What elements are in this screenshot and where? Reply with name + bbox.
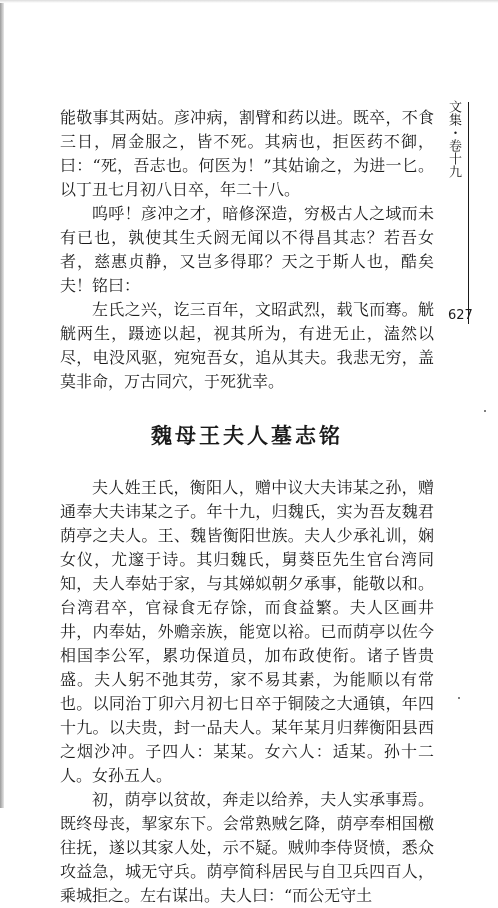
page-top-shadow bbox=[0, 0, 498, 3]
page-left-edge-shadow bbox=[0, 0, 4, 808]
paragraph-lament: 呜呼！彦冲之才，暗修深造，穷极古人之域而未有已也，孰使其生夭阏无闻以不得昌其志？若吾女者，慈惠贞静，又岂多得耶？天之于斯人也，酷矣夫！铭曰： bbox=[60, 204, 434, 295]
scan-speck bbox=[484, 410, 486, 412]
scan-speck bbox=[458, 697, 460, 699]
page-number: 627 bbox=[448, 308, 473, 323]
paragraph-narrative: 初，荫亭以贫故，奔走以给养，夫人实承事焉。既终母丧，挈家东下。会常熟贼乞降，荫亭奉相国檄往抚，遂以其家人处，示不疑。贼帅李侍贤愤，悉众攻益急，城无守兵。荫亭简科居民与自卫兵四百人，乘城拒之。左右谋出。夫人曰：“而公无守土 bbox=[60, 790, 434, 905]
section-title: 魏母王夫人墓志铭 bbox=[151, 424, 343, 448]
paragraph-biography: 夫人姓王氏，衡阳人，赠中议大夫讳某之孙，赠通奉大夫讳某之子。年十九，归魏氏，实为吾友魏君荫亭之夫人。王、魏皆衡阳世族。夫人少承礼训，娴女仪，尤邃于诗。其归魏氏，舅葵臣先生官台湾同知，夫人奉姑于家，与其娣姒朝夕承事，能敬以和。台湾君卒，官禄食无存馀，而食益繁。夫人区画井井，内奉姑，外赡亲族，能宽以裕。已而荫亭以佐今相国李公军，累功保道员，加布政使衔。诸子皆贵盛。夫人躬不弛其劳，家不易其素，为能顺以有常也。以同治丁卯六月初七日卒于铜陵之大通镇，年四十九。以夫贵，封一品夫人。某年某月归葬衡阳县西之烟沙冲。子四人：某某。女六人：适某。孙十二人。女孙五人。 bbox=[60, 478, 434, 785]
running-header-rule bbox=[468, 102, 469, 324]
paragraph-continued: 能敬事其两姑。彦冲病，割臂和药以进。既卒，不食三日，屑金服之，皆不死。其病也，拒医药不御，曰：“死，吾志也。何医为！”其姑谕之，为进一匕。以丁丑七月初八日卒，年二十八。 bbox=[60, 108, 434, 199]
document-body bbox=[60, 106, 434, 908]
paragraph-inscription: 左氏之兴，讫三百年，文昭武烈，载飞而骞。觥觥两生，蹑迹以起，视其所为，有进无止，溘然以尽，电没风驱，宛宛吾女，追从其夫。我悲无穷，盖莫非命，万古同穴，于死犹幸。 bbox=[60, 300, 434, 391]
running-header: 文集・卷十九 bbox=[446, 100, 461, 178]
